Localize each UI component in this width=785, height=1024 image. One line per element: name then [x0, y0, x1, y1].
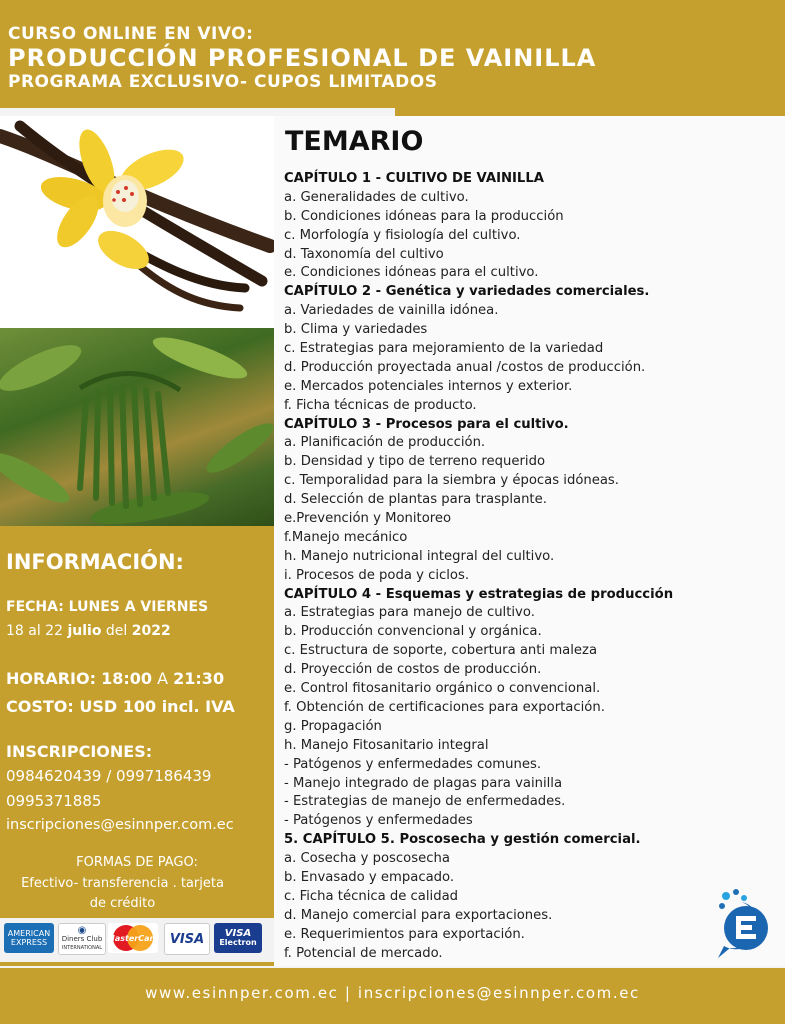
topic-item: h. Manejo Fitosanitario integral	[284, 737, 489, 753]
topic-item: - Manejo integrado de plagas para vainilla	[284, 775, 563, 791]
registrations-title: INSCRIPCIONES:	[6, 742, 153, 761]
mastercard-icon	[108, 923, 158, 953]
topic-item: f. Obtención de certificaciones para exportación.	[284, 699, 605, 715]
payment-line1: Efectivo- transferencia . tarjeta	[21, 876, 224, 891]
date-value	[6, 623, 171, 639]
header-accent-strip	[395, 108, 785, 116]
amex-card-icon	[4, 923, 54, 953]
topic-item: f.Manejo mecánico	[284, 529, 408, 545]
topic-item: e. Control fitosanitario orgánico o convencional.	[284, 681, 601, 697]
header-banner	[0, 0, 785, 108]
topic-item: h. Manejo nutricional integral del cultivo.	[284, 548, 555, 564]
topic-item: e. Requerimientos para exportación.	[284, 926, 525, 942]
topic-item: d. Taxonomía del cultivo	[284, 246, 444, 262]
electron-line1: VISA	[224, 928, 252, 939]
visa-label: VISA	[169, 931, 205, 947]
topic-item: a. Variedades de vainilla idónea.	[284, 303, 499, 319]
topic-item: b. Envasado y empacado.	[284, 869, 455, 885]
chapter-heading: CAPÍTULO 3 - Procesos para el cultivo.	[284, 416, 569, 432]
temario-title: TEMARIO	[285, 126, 424, 157]
vanilla-flower-image	[0, 116, 274, 328]
chapter-heading: CAPÍTULO 1 - CULTIVO DE VAINILLA	[284, 171, 544, 186]
date-label: FECHA: LUNES A VIERNES	[6, 599, 209, 615]
info-title: INFORMACIÓN:	[6, 550, 184, 574]
info-panel	[0, 526, 274, 966]
chapter-heading: 5. CAPÍTULO 5. Poscosecha y gestión comercial.	[284, 832, 641, 848]
topic-item: g. Propagación	[284, 718, 382, 734]
amex-line1: AMERICAN	[7, 929, 51, 938]
topic-item: b. Condiciones idóneas para la producción	[284, 208, 564, 224]
topic-item: f. Potencial de mercado.	[284, 945, 443, 961]
payment-cards	[0, 918, 274, 962]
topic-item: i. Procesos de poda y ciclos.	[284, 567, 470, 583]
diners-card-icon: ◉ Diners Club INTERNATIONAL	[58, 923, 106, 955]
electron-line2: Electron	[219, 938, 257, 947]
topic-item: e.Prevención y Monitoreo	[284, 511, 452, 527]
topic-item: c. Estrategias para mejoramiento de la variedad	[284, 341, 604, 357]
topic-item: - Patógenos y enfermedades	[284, 813, 473, 829]
chapter-heading: CAPÍTULO 2 - Genética y variedades comerciales.	[284, 284, 650, 300]
cost: COSTO: USD 100 incl. IVA	[6, 697, 235, 716]
topic-item: a. Estrategias para manejo de cultivo.	[284, 605, 535, 621]
topic-item: c. Morfología y fisiología del cultivo.	[284, 227, 521, 243]
visa-electron-card-icon	[214, 923, 262, 953]
date-range: 18 al 22	[6, 623, 63, 639]
esinnper-logo-icon	[714, 888, 774, 960]
topic-item: c. Temporalidad para la siembra y épocas idóneas.	[284, 473, 619, 489]
schedule-end: 21:30	[173, 669, 225, 688]
topic-item: b. Clima y variedades	[284, 322, 428, 338]
temario-list	[284, 170, 784, 963]
topic-item: - Patógenos y enfermedades comunes.	[284, 756, 542, 772]
payment-line2: de crédito	[89, 896, 156, 911]
topic-item: b. Densidad y tipo de terreno requerido	[284, 454, 546, 470]
topic-item: f. Ficha técnicas de producto.	[284, 397, 477, 413]
topic-item: a. Planificación de producción.	[284, 435, 486, 451]
diners-line2: INTERNATIONAL	[61, 944, 103, 951]
topic-item: c. Ficha técnica de calidad	[284, 888, 459, 904]
topic-item: b. Producción convencional y orgánica.	[284, 624, 542, 640]
schedule-start: 18:00	[101, 669, 152, 688]
topic-item: d. Proyección de costos de producción.	[284, 662, 542, 678]
topic-item: e. Condiciones idóneas para el cultivo.	[284, 265, 539, 281]
schedule-label: HORARIO:	[6, 669, 96, 688]
phones-line1: 0984620439 / 0997186439	[6, 767, 212, 785]
course-title: PRODUCCIÓN PROFESIONAL DE VAINILLA	[8, 44, 597, 72]
contact-email[interactable]: inscripciones@esinnper.com.ec	[6, 817, 234, 833]
topic-item: d. Selección de plantas para trasplante.	[284, 492, 547, 508]
topic-item: a. Cosecha y poscosecha	[284, 851, 450, 867]
schedule-a: A	[157, 669, 169, 688]
schedule	[6, 669, 224, 688]
topic-item: d. Producción proyectada anual /costos de producción.	[284, 359, 646, 375]
vanilla-plant-image	[0, 328, 274, 526]
chapter-heading: CAPÍTULO 4 - Esquemas y estrategias de producción	[284, 586, 674, 602]
payment-title: FORMAS DE PAGO:	[76, 855, 198, 870]
topic-item: c. Estructura de soporte, cobertura anti maleza	[284, 643, 598, 659]
course-type: CURSO ONLINE EN VIVO:	[8, 24, 254, 44]
topic-item: a. Generalidades de cultivo.	[284, 189, 469, 205]
footer-contact[interactable]: www.esinnper.com.ec | inscripciones@esinnper.com.ec	[145, 984, 640, 1002]
topic-item: d. Manejo comercial para exportaciones.	[284, 907, 553, 923]
phones-line2: 0995371885	[6, 792, 102, 810]
footer-bar	[0, 968, 785, 1024]
date-month: julio	[67, 623, 102, 639]
date-del: del	[105, 623, 128, 639]
course-subtitle: PROGRAMA EXCLUSIVO- CUPOS LIMITADOS	[8, 72, 438, 92]
date-year: 2022	[131, 623, 171, 639]
mastercard-label: MasterCard	[106, 933, 160, 943]
topic-item: e. Mercados potenciales internos y exterior.	[284, 378, 573, 394]
visa-card-icon	[164, 923, 210, 955]
amex-line2: EXPRESS	[10, 938, 48, 947]
topic-item: - Estrategias de manejo de enfermedades.	[284, 794, 566, 810]
diners-line1: Diners Club	[61, 934, 103, 943]
